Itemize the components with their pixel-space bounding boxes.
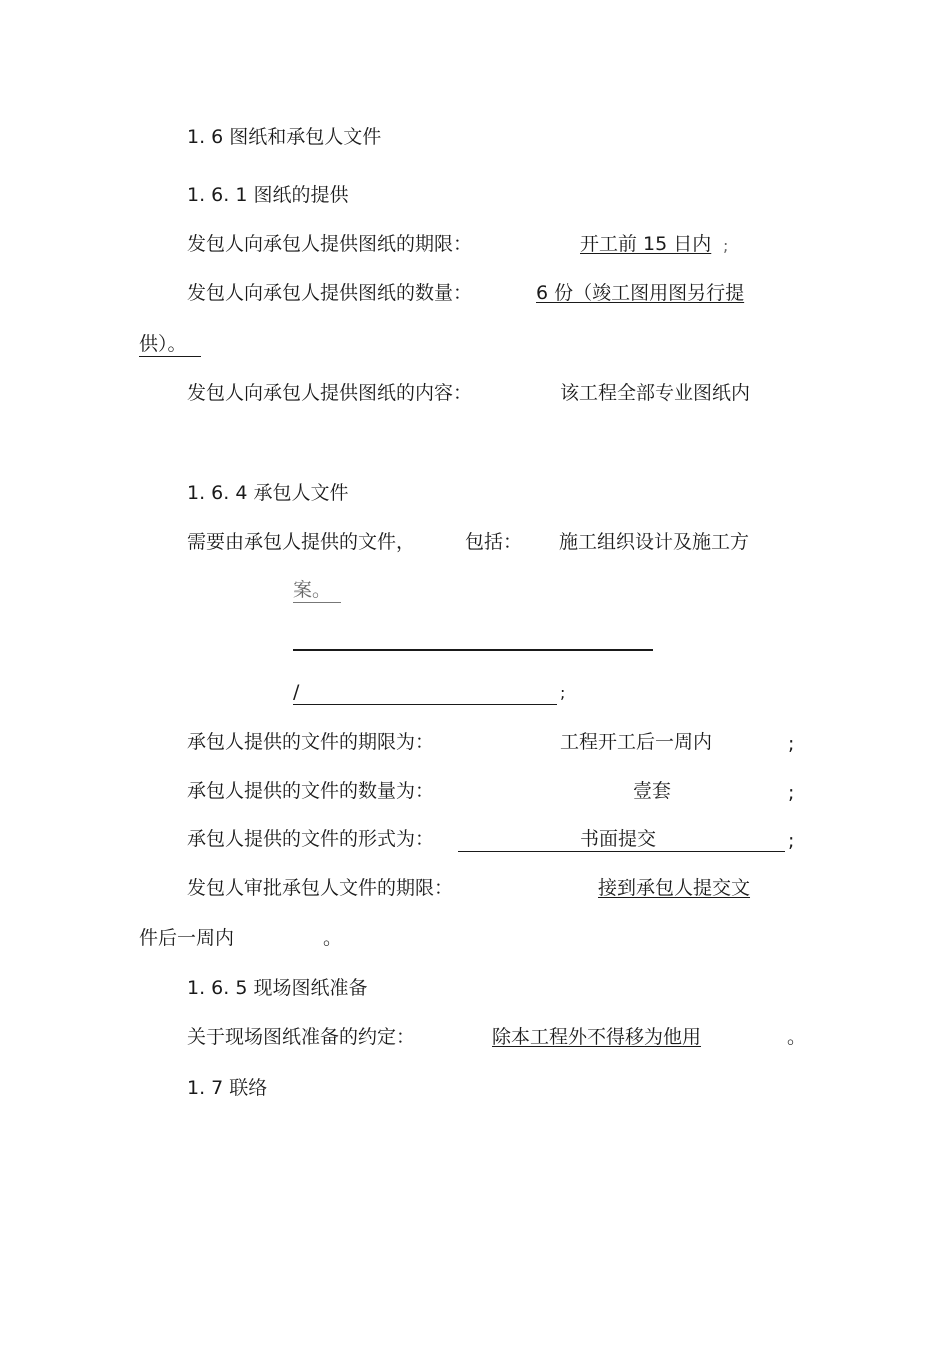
drawing-quantity-label: 发包人向承包人提供图纸的数量： bbox=[187, 282, 473, 304]
drawing-deadline-value: 开工前 15 日内 bbox=[580, 233, 712, 255]
site-drawings-label: 关于现场图纸准备的约定： bbox=[187, 1026, 416, 1048]
docs-period-end: ; bbox=[788, 733, 795, 755]
docs-count-label: 承包人提供的文件的数量为： bbox=[187, 780, 435, 802]
slash-end: ; bbox=[560, 683, 566, 702]
required-docs-value-line2 bbox=[293, 577, 341, 603]
section-heading-1-6-4: 1. 6. 4 承包人文件 bbox=[187, 482, 349, 504]
site-drawings-end: 。 bbox=[787, 1026, 807, 1048]
drawing-deadline-label: 发包人向承包人提供图纸的期限： bbox=[187, 233, 473, 255]
docs-period-label: 承包人提供的文件的期限为： bbox=[187, 731, 435, 753]
section-heading-1-6-5: 1. 6. 5 现场图纸准备 bbox=[187, 977, 368, 999]
site-drawings-value: 除本工程外不得移为他用 bbox=[492, 1026, 702, 1048]
slash-value: / bbox=[293, 680, 557, 705]
blank-fill-line bbox=[293, 649, 653, 651]
required-docs-label: 需要由承包人提供的文件， bbox=[187, 531, 416, 553]
section-heading-1-6-1: 1. 6. 1 图纸的提供 bbox=[187, 184, 349, 206]
drawing-quantity-value-line2-text: 供）。 bbox=[139, 332, 201, 357]
drawing-quantity-value-line2 bbox=[139, 331, 201, 357]
drawing-content-label: 发包人向承包人提供图纸的内容： bbox=[187, 382, 473, 404]
section-heading-1-6: 1. 6 图纸和承包人文件 bbox=[187, 126, 382, 148]
docs-form-end: ; bbox=[788, 830, 795, 852]
approval-period-label: 发包人审批承包人文件的期限： bbox=[187, 877, 454, 899]
docs-form-label: 承包人提供的文件的形式为： bbox=[187, 828, 435, 850]
slash-blank-line bbox=[293, 679, 565, 706]
docs-count-end: ; bbox=[788, 782, 795, 804]
docs-count-value: 壹套 bbox=[633, 780, 672, 802]
approval-period-value-line2: 件后一周内 bbox=[139, 927, 235, 949]
docs-form-blank-line bbox=[458, 827, 785, 852]
drawing-quantity-value-line1: 6 份（竣工图用图另行提 bbox=[536, 282, 745, 304]
required-docs-value-line2-text: 案。 bbox=[293, 578, 341, 603]
approval-period-value-line1: 接到承包人提交文 bbox=[598, 877, 751, 899]
drawing-content-value: 该工程全部专业图纸内 bbox=[560, 382, 751, 404]
approval-period-end: 。 bbox=[323, 927, 343, 949]
docs-period-value: 工程开工后一周内 bbox=[560, 731, 713, 753]
docs-form-blank bbox=[458, 826, 785, 852]
required-docs-value-line1: 施工组织设计及施工方 bbox=[559, 531, 750, 553]
drawing-deadline-end: ; bbox=[723, 236, 729, 255]
including-label: 包括： bbox=[465, 531, 523, 553]
docs-form-value: 书面提交 bbox=[580, 828, 657, 850]
section-heading-1-7: 1. 7 联络 bbox=[187, 1077, 268, 1099]
